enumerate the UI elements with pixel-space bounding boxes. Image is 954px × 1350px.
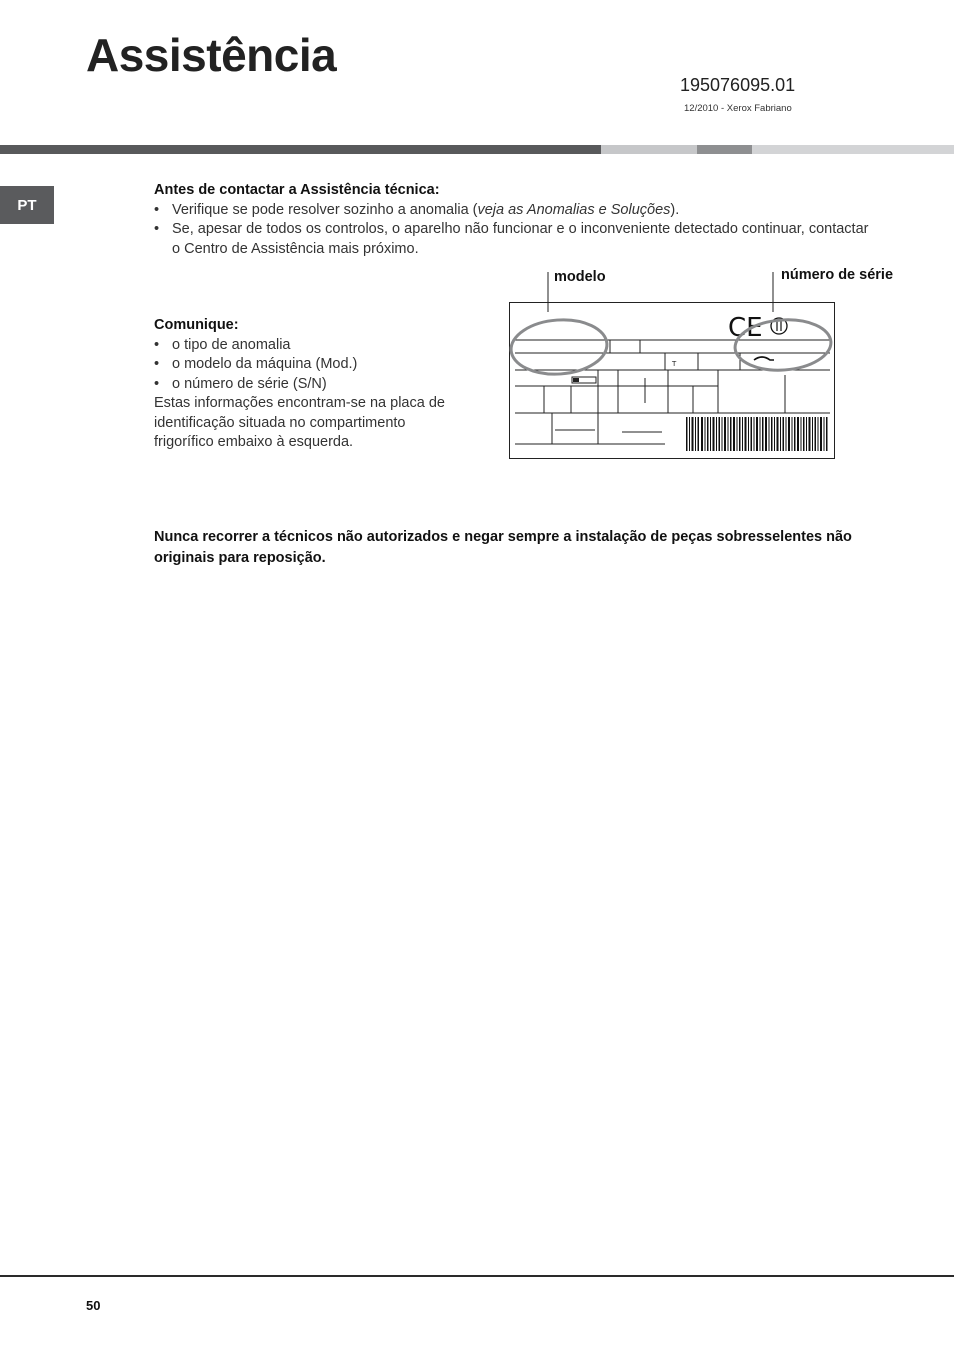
list-item: • o tipo de anomalia bbox=[154, 336, 459, 356]
language-tab: PT bbox=[0, 186, 54, 224]
plate-location-note: Estas informações encontram-se na placa de identificação situada no compartimento frigorífico embaixo à esquerda. bbox=[154, 395, 445, 450]
list-item: • o modelo da máquina (Mod.) bbox=[154, 355, 459, 375]
ce-mark-icon: CE bbox=[728, 313, 763, 343]
serial-number-label: número de série bbox=[781, 267, 894, 283]
communicate-section bbox=[154, 316, 459, 453]
model-highlight-ellipse bbox=[509, 317, 609, 378]
document-date: 12/2010 - Xerox Fabriano bbox=[684, 103, 792, 114]
header-bar-light bbox=[601, 145, 697, 154]
unauthorized-technicians-warning: Nunca recorrer a técnicos não autorizados e negar sempre a instalação de peças sobresselentes não originais para reposição. bbox=[154, 529, 852, 566]
svg-text:T: T bbox=[672, 360, 677, 368]
before-contact-heading: Antes de contactar a Assistência técnica: bbox=[154, 182, 440, 198]
header-bar-mid bbox=[697, 145, 752, 154]
rating-plate-diagram bbox=[500, 260, 845, 465]
header-bar-dark bbox=[0, 145, 601, 154]
footer-rule bbox=[0, 1275, 954, 1277]
header-bar-lightest bbox=[752, 145, 954, 154]
list-item: • Verifique se pode resolver sozinho a anomalia (veja as Anomalias e Soluções). bbox=[154, 201, 874, 221]
document-code: 195076095.01 bbox=[680, 75, 796, 95]
model-label: modelo bbox=[554, 269, 606, 285]
list-item: • o número de série (S/N) bbox=[154, 375, 459, 395]
page-title: Assistência bbox=[86, 29, 337, 81]
list-item: • Se, apesar de todos os controlos, o aparelho não funcionar e o inconveniente detectado continuar, contactar o Centro de Assistência mais próximo. bbox=[154, 220, 874, 259]
before-contact-section bbox=[154, 181, 874, 259]
page-number: 50 bbox=[86, 1298, 101, 1313]
communicate-heading: Comunique: bbox=[154, 317, 239, 333]
barcode-icon bbox=[686, 417, 828, 451]
